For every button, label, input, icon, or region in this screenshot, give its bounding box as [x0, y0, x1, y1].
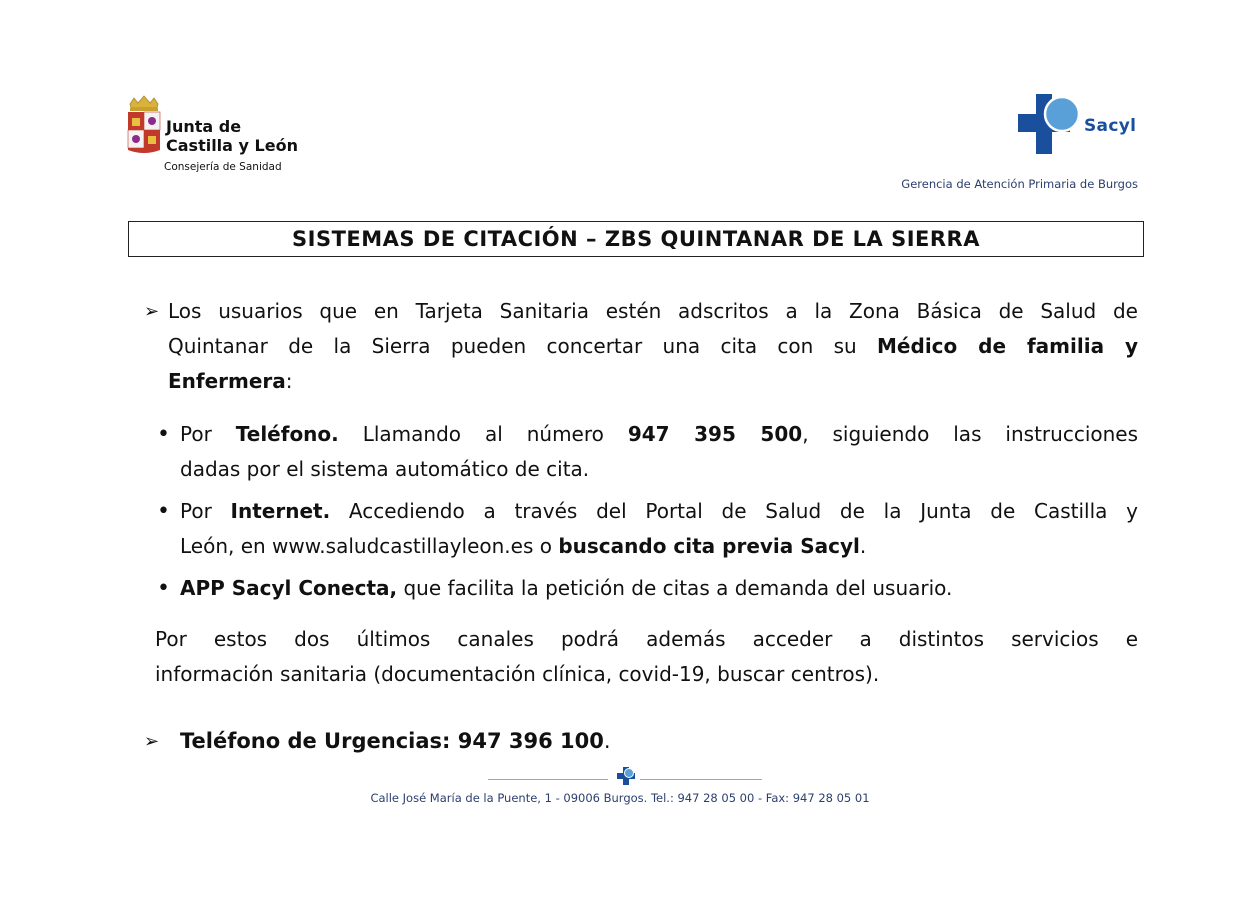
list-item [180, 494, 1138, 564]
sacyl-logo [1010, 90, 1150, 160]
extra-line1: Por estos dos últimos canales podrá además acceder a distintos servicios e [155, 627, 1138, 651]
arrow-bullet-icon: ➢ [144, 301, 160, 322]
org-line2: Castilla y León [166, 136, 298, 155]
small-sacyl-cross-icon [615, 765, 637, 787]
page-title: SISTEMAS DE CITACIÓN – ZBS QUINTANAR DE LA SIERRA [292, 227, 980, 251]
bullet-dot-icon: • [157, 576, 170, 601]
bullet3-text: que facilita la petición de citas a demanda del usuario. [397, 576, 953, 600]
gerencia-subtitle: Gerencia de Atención Primaria de Burgos [901, 177, 1138, 191]
extra-paragraph [155, 622, 1138, 692]
junta-castilla-leon-logo [122, 92, 322, 182]
bullet1-line2: dadas por el sistema automático de cita. [180, 457, 590, 481]
footer-divider-right [640, 779, 762, 780]
bullet2-website: León, en www.saludcastillayleon.es o [180, 534, 559, 558]
title-box [128, 221, 1144, 257]
bullet1-channel: Teléfono. [235, 422, 339, 446]
bullet-dot-icon: • [157, 422, 170, 447]
list-item [180, 417, 1138, 487]
intro-nurse: Enfermera [168, 369, 286, 393]
coat-of-arms-icon [124, 94, 164, 156]
bullet2-search: buscando cita previa Sacyl [558, 534, 860, 558]
list-item [180, 571, 1138, 606]
bullet2-text: Accediendo a través del Portal de Salud de la Junta de Castilla y [330, 499, 1138, 523]
extra-line2: información sanitaria (documentación clínica, covid-19, buscar centros). [155, 662, 880, 686]
bullet1-prefix: Por [180, 422, 236, 446]
bullet2-prefix: Por [180, 499, 231, 523]
bullet1-phone: 947 395 500 [627, 422, 803, 446]
bullet1-text2: , siguiendo las instrucciones [802, 422, 1139, 446]
arrow-bullet-icon: ➢ [144, 731, 160, 752]
bullet-dot-icon: • [157, 499, 170, 524]
bullet3-app: APP Sacyl Conecta, [180, 576, 398, 600]
urgencias-label: Teléfono de Urgencias: 947 396 100 [180, 729, 604, 753]
sacyl-brand-name: Sacyl [1084, 116, 1137, 136]
bullet1-text: Llamando al número [338, 422, 628, 446]
org-department: Consejería de Sanidad [164, 161, 282, 173]
footer-divider-left [488, 779, 608, 780]
sacyl-cross-icon [1016, 92, 1082, 156]
urgencias-line [180, 724, 880, 759]
intro-line2-text: Quintanar de la Sierra pueden concertar una cita con su [168, 334, 878, 358]
bullet2-channel: Internet. [230, 499, 331, 523]
footer-address: Calle José María de la Puente, 1 - 09006 Burgos. Tel.: 947 28 05 00 - Fax: 947 28 05 01 [370, 791, 870, 805]
bullet2-period: . [859, 534, 867, 558]
org-line1: Junta de [166, 117, 242, 136]
intro-colon: : [285, 369, 293, 393]
intro-doctor: Médico de familia y [877, 334, 1139, 358]
urgencias-period: . [603, 729, 611, 753]
intro-paragraph [168, 294, 1138, 399]
intro-line1: Los usuarios que en Tarjeta Sanitaria estén adscritos a la Zona Básica de Salud de [168, 299, 1138, 323]
